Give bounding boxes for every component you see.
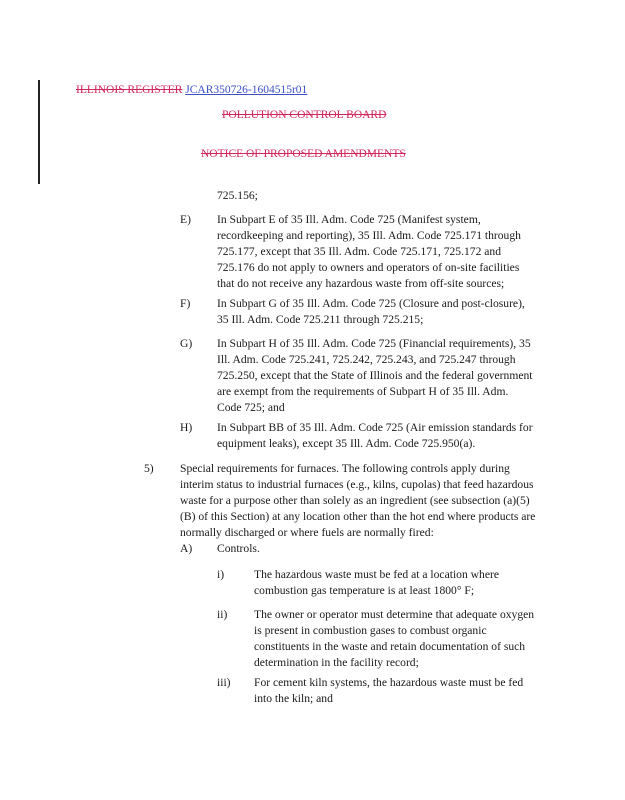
continuation-text: 725.156; [217,189,258,202]
section-5-text: Special requirements for furnaces. The following controls apply during interim status to industrial furnaces (e.g., kilns, cupolas) that feed hazardous waste for a purpose other than solely as an ingredient (see subsection (a)(5)(B) of this Section) at any location other than the hot end where products are normally discharged or where fuels are normally fired: [180,462,536,539]
item-label-f: F) [180,297,191,310]
item-label-g: G) [180,337,193,350]
subitem-label-i: i) [217,568,225,581]
item-text-g: In Subpart H of 35 Ill. Adm. Code 725 (Financial requirements), 35 Ill. Adm. Code 725.241, 725.242, 725.243, and 725.247 through 725.250, except that the State of Illinois and the federal government are exempt from the requirements of Subpart H of 35 Ill. Adm. Code 725; and [217,337,533,414]
item-label-e: E) [180,213,191,226]
change-bar [38,80,40,184]
subitem-label-ii: ii) [217,608,228,621]
subitem-text-iii: For cement kiln systems, the hazardous waste must be fed into the kiln; and [254,676,524,705]
register-struck-text: ILLINOIS REGISTER [76,84,183,96]
subitem-label-iii: iii) [217,676,231,689]
notice-header: NOTICE OF PROPOSED AMENDMENTS [201,148,406,160]
subitem-text-i: The hazardous waste must be fed at a location where combustion gas temperature is at least 1800° F; [254,568,499,597]
board-header: POLLUTION CONTROL BOARD [222,109,387,121]
item-text-f: In Subpart G of 35 Ill. Adm. Code 725 (Closure and post-closure), 35 Ill. Adm. Code 725.211 through 725.215; [217,297,525,326]
register-header [76,84,307,96]
sub-a-text: Controls. [217,542,260,555]
section-5-label: 5) [144,462,154,475]
sub-a-label: A) [180,542,193,555]
item-text-h: In Subpart BB of 35 Ill. Adm. Code 725 (Air emission standards for equipment leaks), except 35 Ill. Adm. Code 725.950(a). [217,421,533,450]
item-text-e: In Subpart E of 35 Ill. Adm. Code 725 (Manifest system, recordkeeping and reporting), 35 Ill. Adm. Code 725.171 through 725.177, except that 35 Ill. Adm. Code 725.171, 725.172 and 725.176 do not apply to owners and operators of on-site facilities that do not receive any hazardous waste from off-site sources; [217,213,521,290]
subitem-text-ii: The owner or operator must determine that adequate oxygen is present in combustion gases to combust organic constituents in the waste and retain documentation of such determination in the facility record; [254,608,535,669]
register-inserted-text: JCAR350726-1604515r01 [185,84,308,96]
item-label-h: H) [180,421,193,434]
